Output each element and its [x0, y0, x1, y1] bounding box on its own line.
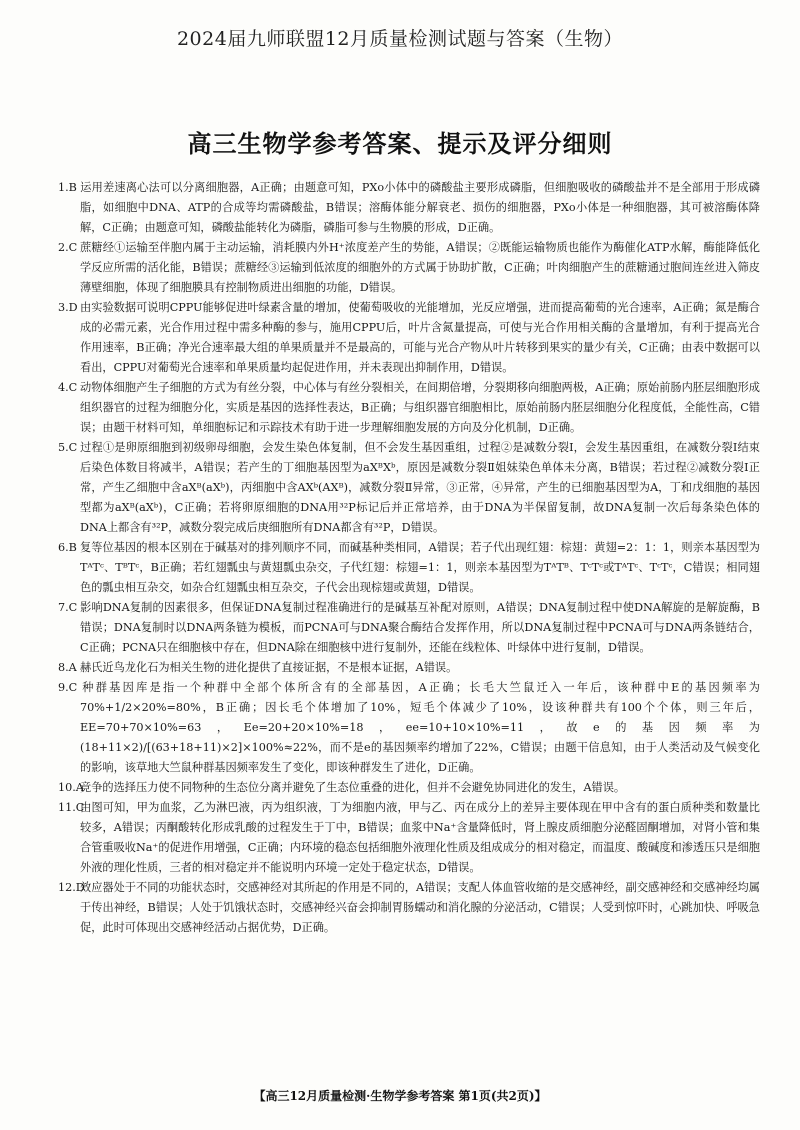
answer-text: 种群基因库是指一个种群中全部个体所含有的全部基因，A正确；长毛大竺鼠迁入一年后，该种群中E的基因频率为70%+1/2×20%=80%，B正确；因长毛个体增加了10%，短毛个体减少了10%，设该种群共有100个个体，则三年后，EE=70+70×10%=63，Ee=20+20×10%=18，ee=10+10×10%=11，故e的基因频率为(18+11×2)/[(63+18+11)×2]×100%≈22%，而不是e的基因频率约增加了22%，C错误；由题干信息知，由于人类活动及气候变化的影响，该草地大竺鼠种群基因频率发生了变化，即该种群发生了进化，D正确。	[80, 681, 760, 774]
answer-text: 过程①是卵原细胞到初级卵母细胞，会发生染色体复制，但不会发生基因重组，过程②是减数分裂Ⅰ，会发生基因重组，在减数分裂Ⅰ结束后染色体数目将减半，A错误；若产生的丁细胞基因型为aXᴮXᵇ，原因是减数分裂Ⅱ姐妹染色单体未分离，B错误；若过程②减数分裂Ⅰ正常，产生乙细胞中含aXᴮ(aXᵇ)，丙细胞中含AXᵇ(AXᴮ)，减数分裂Ⅱ异常，③正常，④异常，产生的已细胞基因型为A，丁和戊细胞的基因型都为aXᴮ(aXᵇ)，C正确；若将卵原细胞的DNA用³²P标记后并正常培养，由于DNA为半保留复制，故DNA复制一次后每条染色体的DNA上都含有³²P，减数分裂完成后庚细胞所有DNA都含有³²P，D错误。	[80, 441, 760, 534]
answer-number: 1.B	[58, 181, 77, 194]
answer-text: 复等位基因的根本区别在于碱基对的排列顺序不同，而碱基种类相同，A错误；若子代出现红翅：棕翅：黄翅=2：1：1，则亲本基因型为TᴬTᶜ、TᴮTᶜ，B正确；若红翅瓢虫与黄翅瓢虫杂交，子代红翅：棕翅=1：1，则亲本基因型为TᴬTᴮ、TᶜTᶜ或TᴬTᶜ、TᶜTᶜ，C错误；相同翅色的瓢虫相互杂交，如杂合红翅瓢虫相互杂交，子代会出现棕翅或黄翅，D错误。	[80, 541, 760, 594]
answer-number: 4.C	[58, 381, 78, 394]
answer-text: 动物体细胞产生子细胞的方式为有丝分裂，中心体与有丝分裂相关，在间期倍增，分裂期移向细胞两极，A正确；原始前肠内胚层细胞形成组织器官的过程为细胞分化，实质是基因的选择性表达，B正确；与组织器官细胞相比，原始前肠内胚层细胞分化程度低，全能性高，C错误；由题干材料可知，单细胞标记和示踪技术有助于进一步理解细胞发展的方向及分化机制，D正确。	[80, 381, 760, 434]
answer-text: 由实验数据可说明CPPU能够促进叶绿素含量的增加，使葡萄吸收的光能增加，光反应增强，进而提高葡萄的光合速率，A正确；氮是酶合成的必需元素，光合作用过程中需多种酶的参与，施用CPPU后，叶片含氮量提高，可使与光合作用相关酶的含量增加，有利于提高光合作用速率，B正确；净光合速率最大组的单果质量并不是最高的，可能与光合产物从叶片转移到果实的量少有关，C正确；由表中数据可以看出，CPPU对葡萄光合速率和单果质量均起促进作用，并未表现出抑制作用，D错误。	[80, 301, 760, 374]
answer-number: 12.D	[58, 881, 85, 894]
answer-item	[58, 878, 760, 938]
answer-number: 11.C	[58, 801, 85, 814]
answer-item	[58, 438, 760, 538]
answer-item	[58, 598, 760, 658]
answer-text: 赫氏近鸟龙化石为相关生物的进化提供了直接证据，不是根本证据，A错误。	[80, 661, 458, 674]
page-footer: 【高三12月质量检测·生物学参考答案 第1页(共2页)】	[253, 1089, 547, 1103]
answer-text: 运用差速离心法可以分离细胞器，A正确；由题意可知，PXo小体中的磷酸盐主要形成磷脂，但细胞吸收的磷酸盐并不是全部用于形成磷脂，如细胞中DNA、ATP的合成等均需磷酸盐，B错误；溶酶体能分解衰老、损伤的细胞器，PXo小体是一种细胞器，其可被溶酶体降解，C正确；由题意可知，磷酸盐能转化为磷脂，磷脂可参与生物膜的形成，D正确。	[80, 181, 760, 234]
answer-item	[58, 678, 760, 778]
answer-item	[58, 238, 760, 298]
document-banner: 2024届九师联盟12月质量检测试题与答案（生物）	[176, 28, 624, 50]
answer-number: 2.C	[58, 241, 78, 254]
answer-text: 竞争的选择压力使不同物种的生态位分离并避免了生态位重叠的进化，但并不会避免协同进化的发生，A错误。	[80, 781, 626, 794]
page-title: 高三生物学参考答案、提示及评分细则	[187, 129, 613, 158]
answer-text: 效应器处于不同的功能状态时，交感神经对其所起的作用是不同的，A错误；支配人体血管收缩的是交感神经，副交感神经和交感神经均属于传出神经，B错误；人处于饥饿状态时，交感神经兴奋会抑制胃肠蠕动和消化腺的分泌活动，C错误；人受到惊吓时，心跳加快、呼吸急促，此时可体现出交感神经活动占据优势，D正确。	[80, 881, 760, 934]
answer-number: 5.C	[58, 441, 78, 454]
answer-number: 7.C	[58, 601, 78, 614]
answer-item	[58, 798, 760, 878]
answer-item	[58, 298, 760, 378]
answer-text: 影响DNA复制的因素很多，但保证DNA复制过程准确进行的是碱基互补配对原则，A错误；DNA复制过程中使DNA解旋的是解旋酶，B错误；DNA复制时以DNA两条链为模板，而PCNA可与DNA聚合酶结合发挥作用，所以DNA复制过程中PCNA可与DNA两条链结合，C正确；PCNA只在细胞核中存在，但DNA除在细胞核中进行复制外，还能在线粒体、叶绿体中进行复制，D错误。	[80, 601, 760, 654]
answer-item	[58, 538, 760, 598]
answer-item	[58, 658, 760, 678]
answer-item	[58, 778, 760, 798]
answer-number: 6.B	[58, 541, 77, 554]
answer-number: 8.A	[58, 661, 77, 674]
answer-number: 9.C	[58, 681, 78, 694]
answer-item	[58, 178, 760, 238]
answer-item	[58, 378, 760, 438]
answer-text: 由图可知，甲为血浆，乙为淋巴液，丙为组织液，丁为细胞内液，甲与乙、丙在成分上的差异主要体现在甲中含有的蛋白质种类和数量比较多，A错误；丙酮酸转化形成乳酸的过程发生于丁中，B错误；血浆中Na⁺含量降低时，肾上腺皮质细胞分泌醛固酮增加，对肾小管和集合管重吸收Na⁺的促进作用增强，C正确；内环境的稳态包括细胞外液理化性质及组成成分的相对稳定，而温度、酸碱度和渗透压只是细胞外液的理化性质，三者的相对稳定并不能说明内环境一定处于稳定状态，D错误。	[80, 801, 760, 874]
answer-list	[58, 178, 760, 938]
answer-text: 蔗糖经①运输至伴胞内属于主动运输，消耗膜内外H⁺浓度差产生的势能，A错误；②既能运输物质也能作为酶催化ATP水解，酶能降低化学反应所需的活化能，B错误；蔗糖经③运输到低浓度的细胞外的方式属于协助扩散，C正确；叶肉细胞产生的蔗糖通过胞间连丝进入筛皮薄壁细胞，体现了细胞膜具有控制物质进出细胞的功能，D错误。	[80, 241, 760, 294]
answer-number: 10.A	[58, 781, 84, 794]
answer-number: 3.D	[58, 301, 78, 314]
